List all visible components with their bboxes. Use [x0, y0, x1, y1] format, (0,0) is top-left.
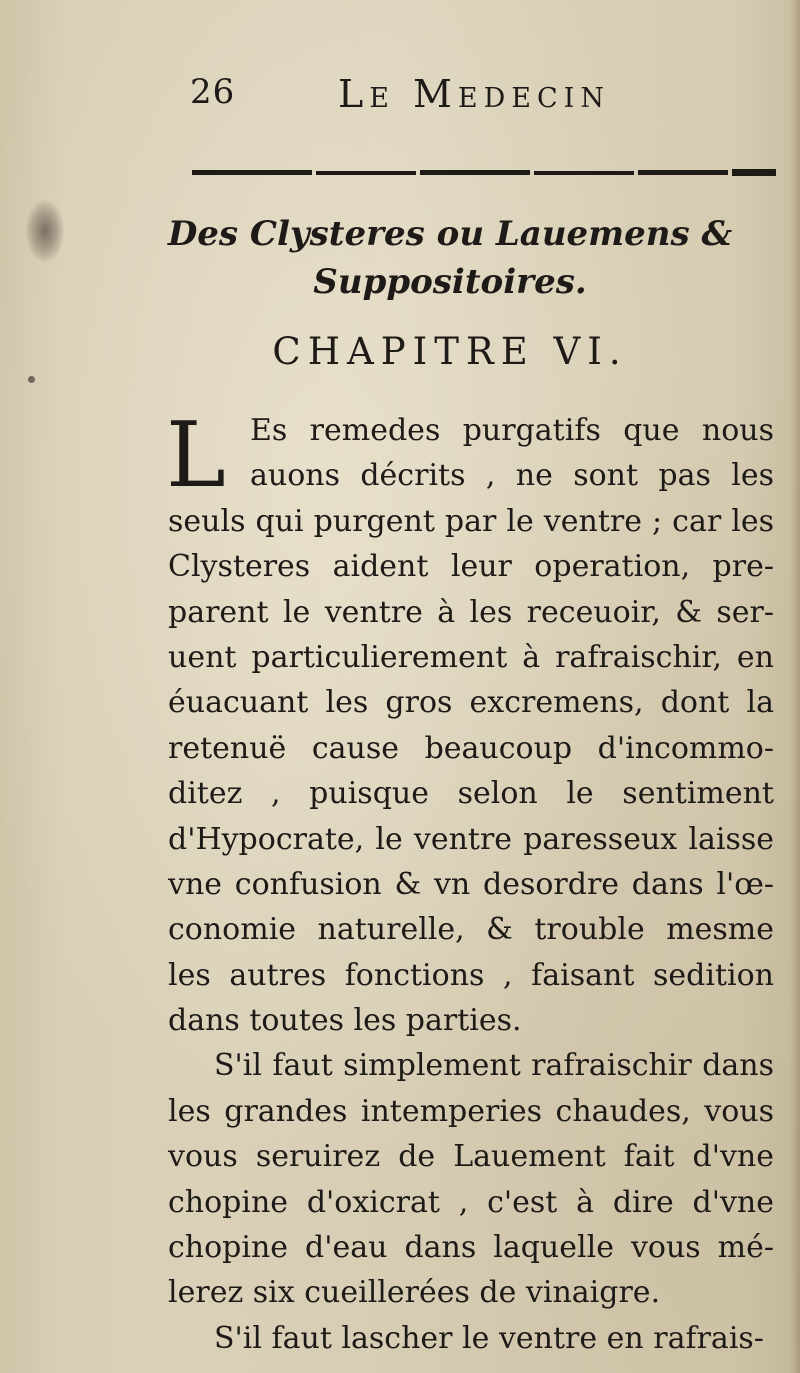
- text-line: les grandes intemperies chaudes, vous: [168, 1093, 774, 1129]
- page-header: [190, 72, 660, 122]
- text-line: seuls qui purgent par le ventre ; car les: [168, 503, 774, 539]
- text-line: vous seruirez de Lauement fait d'vne: [168, 1139, 774, 1175]
- text-line: les autres fonctions , faisant sedition: [168, 957, 774, 993]
- text-line: dans toutes les parties.: [168, 1003, 522, 1039]
- ink-stain: [26, 200, 64, 262]
- section-title: [150, 210, 750, 306]
- text-line: retenuë cause beaucoup d'incommo-: [168, 730, 774, 766]
- section-title-line2: Suppositoires.: [313, 262, 587, 302]
- page-number: 26: [190, 72, 236, 112]
- text-line: Clysteres aident leur operation, pre-: [168, 549, 774, 585]
- text-line: conomie naturelle, & trouble mesme: [168, 912, 774, 948]
- running-title: Le Medecin: [338, 72, 610, 116]
- section-title-line1: Des Clysteres ou Lauemens &: [167, 214, 733, 254]
- text-line: S'il faut simplement rafraischir dans: [214, 1048, 774, 1084]
- text-line: parent le ventre à les receuoir, & ser-: [168, 594, 774, 630]
- text-line: uent particulierement à rafraischir, en: [168, 639, 774, 675]
- paper-speck: [28, 376, 35, 383]
- text-line: S'il faut lascher le ventre en rafrais-: [214, 1320, 764, 1356]
- text-line: éuacuant les gros excremens, dont la: [168, 685, 774, 721]
- ornamental-rule: [192, 166, 776, 180]
- text-line: Es remedes purgatifs que nous: [250, 413, 774, 448]
- body-text: [166, 403, 774, 1361]
- text-line: vne confusion & vn desordre dans l'œ-: [168, 866, 774, 902]
- text-line: ditez , puisque selon le sentiment: [168, 776, 774, 812]
- page-edge-shadow: [790, 0, 800, 1373]
- drop-cap: L: [166, 403, 226, 508]
- text-line: chopine d'oxicrat , c'est à dire d'vne: [168, 1184, 774, 1220]
- chapter-heading: CHAPITRE VI.: [272, 330, 628, 373]
- text-line: chopine d'eau dans laquelle vous mé-: [168, 1230, 774, 1266]
- text-line: d'Hypocrate, le ventre paresseux laisse: [168, 821, 774, 857]
- text-line: lerez six cueillerées de vinaigre.: [168, 1275, 661, 1311]
- text-line: auons décrits , ne sont pas les: [250, 458, 774, 494]
